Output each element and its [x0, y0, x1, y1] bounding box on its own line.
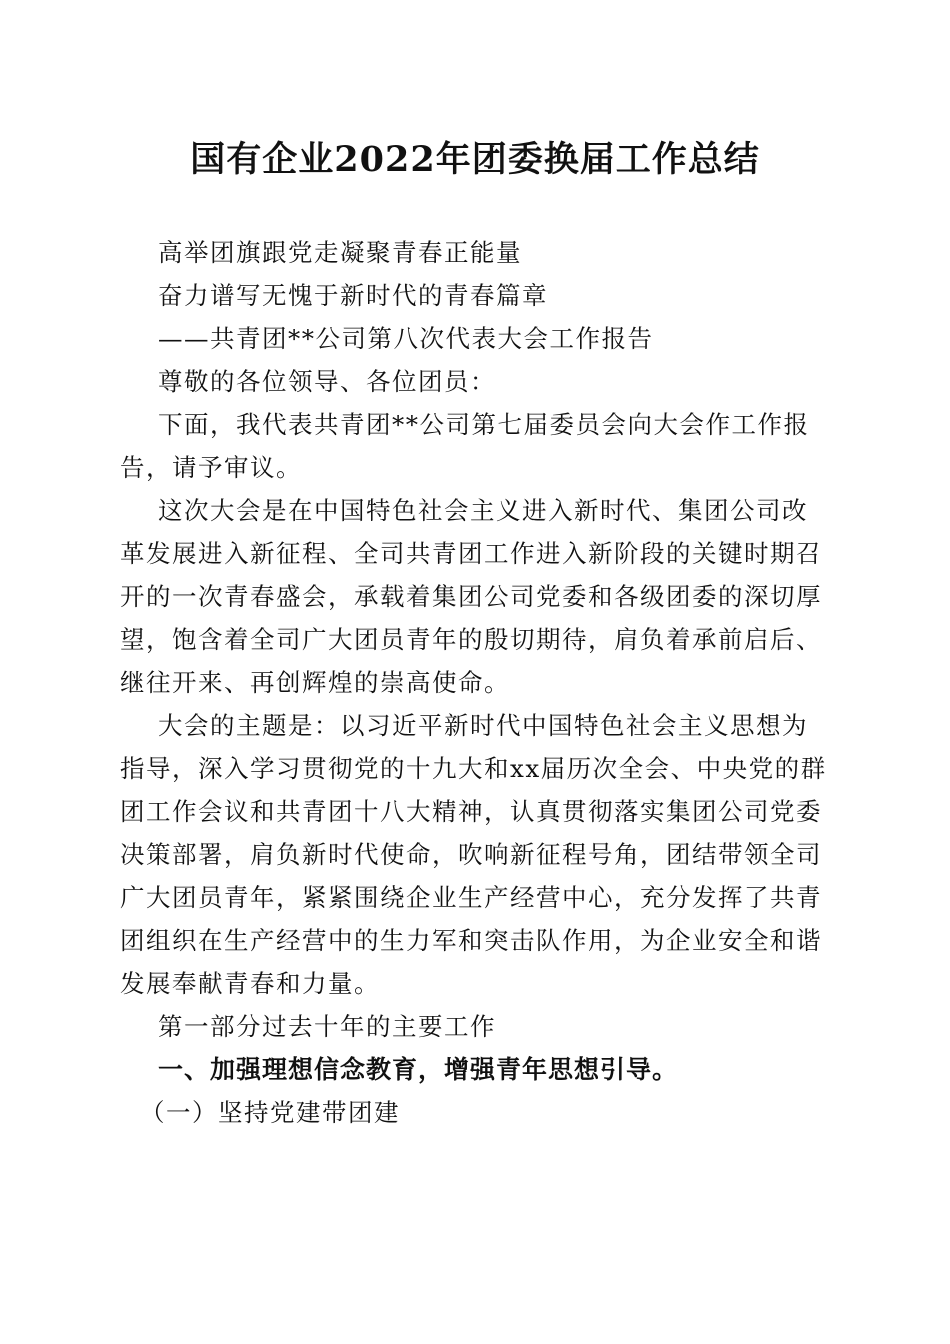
document-body: [120, 231, 832, 1134]
paragraph-3: 大会的主题是：以习近平新时代中国特色社会主义思想为指导，深入学习贯彻党的十九大和xx届历次全会、中央党的群团工作会议和共青团十八大精神，认真贯彻落实集团公司党委决策部署，肩负新时代使命，吹响新征程号角，团结带领全司广大团员青年，紧紧围绕企业生产经营中心，充分发挥了共青团组织在生产经营中的生力军和突击队作用，为企业安全和谐发展奉献青春和力量。: [120, 711, 827, 998]
subtitle-line-3: ——共青团**公司第八次代表大会工作报告: [158, 324, 654, 353]
part-heading: 第一部分过去十年的主要工作: [158, 1012, 496, 1041]
subtitle-line-1: 高举团旗跟党走凝聚青春正能量: [158, 238, 522, 267]
paragraph-2: 这次大会是在中国特色社会主义进入新时代、集团公司改革发展进入新征程、全司共青团工作进入新阶段的关键时期召开的一次青春盛会，承载着集团公司党委和各级团委的深切厚望，饱含着全司广大团员青年的殷切期待，肩负着承前启后、继往开来、再创辉煌的崇高使命。: [120, 496, 822, 697]
salutation: 尊敬的各位领导、各位团员：: [158, 367, 496, 396]
paragraph-1: 下面，我代表共青团**公司第七届委员会向大会作工作报告，请予审议。: [120, 410, 810, 482]
document-title: 国有企业2022年团委换届工作总结: [190, 139, 760, 180]
section-heading: 一、加强理想信念教育，增强青年思想引导。: [158, 1055, 679, 1084]
subtitle-line-2: 奋力谱写无愧于新时代的青春篇章: [158, 281, 548, 310]
subsection-heading: （一）坚持党建带团建: [140, 1098, 400, 1127]
